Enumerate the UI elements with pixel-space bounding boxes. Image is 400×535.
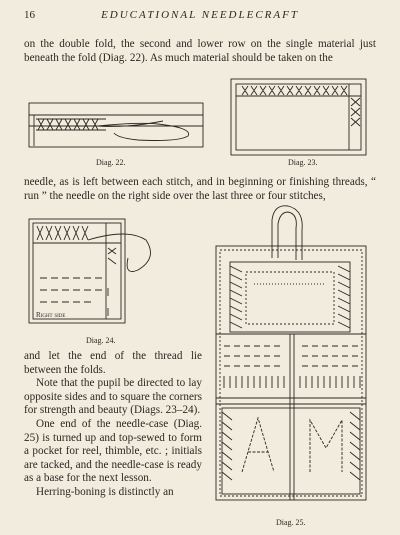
running-title: EDUCATIONAL NEEDLECRAFT <box>101 9 299 21</box>
diagram-23 <box>230 78 368 158</box>
paragraph-text: on the double fold, the second and lower row on the single material just beneath the fold (Diag. 22). As much material should be taken on the <box>24 38 376 64</box>
left-column-text <box>24 350 202 500</box>
paragraph-text: Herring-boning is distinctly an <box>36 485 174 498</box>
diagram-24 <box>28 218 168 326</box>
paragraph-text: Note that the pupil be directed to lay opposite sides and to square the corners for strength and beauty (Diags. 23–24). <box>24 377 202 417</box>
caption-diag-24: Diag. 24. <box>86 336 116 345</box>
caption-diag-22: Diag. 22. <box>96 158 126 167</box>
caption-diag-23: Diag. 23. <box>288 158 318 167</box>
right-side-label: Right side <box>36 311 66 319</box>
diagram-22 <box>28 102 204 152</box>
paragraph-text: and let the end of the thread lie between the folds. <box>24 350 202 376</box>
page-number: 16 <box>24 9 35 21</box>
paragraph-text: needle, as is left between each stitch, and in beginning or finishing threads, “ run ” the needle on the right side over the last three or four stitches, <box>24 176 376 202</box>
paragraph-text: One end of the needle-case (Diag. 25) is turned up and top-sewed to form a pocket for reel, thimble, etc. ; initials are tacked, and the needle-case is ready as a base for the next lesson. <box>24 417 202 485</box>
caption-diag-25: Diag. 25. <box>276 518 306 527</box>
top-paragraph <box>24 38 376 65</box>
diagram-25 <box>212 200 372 512</box>
